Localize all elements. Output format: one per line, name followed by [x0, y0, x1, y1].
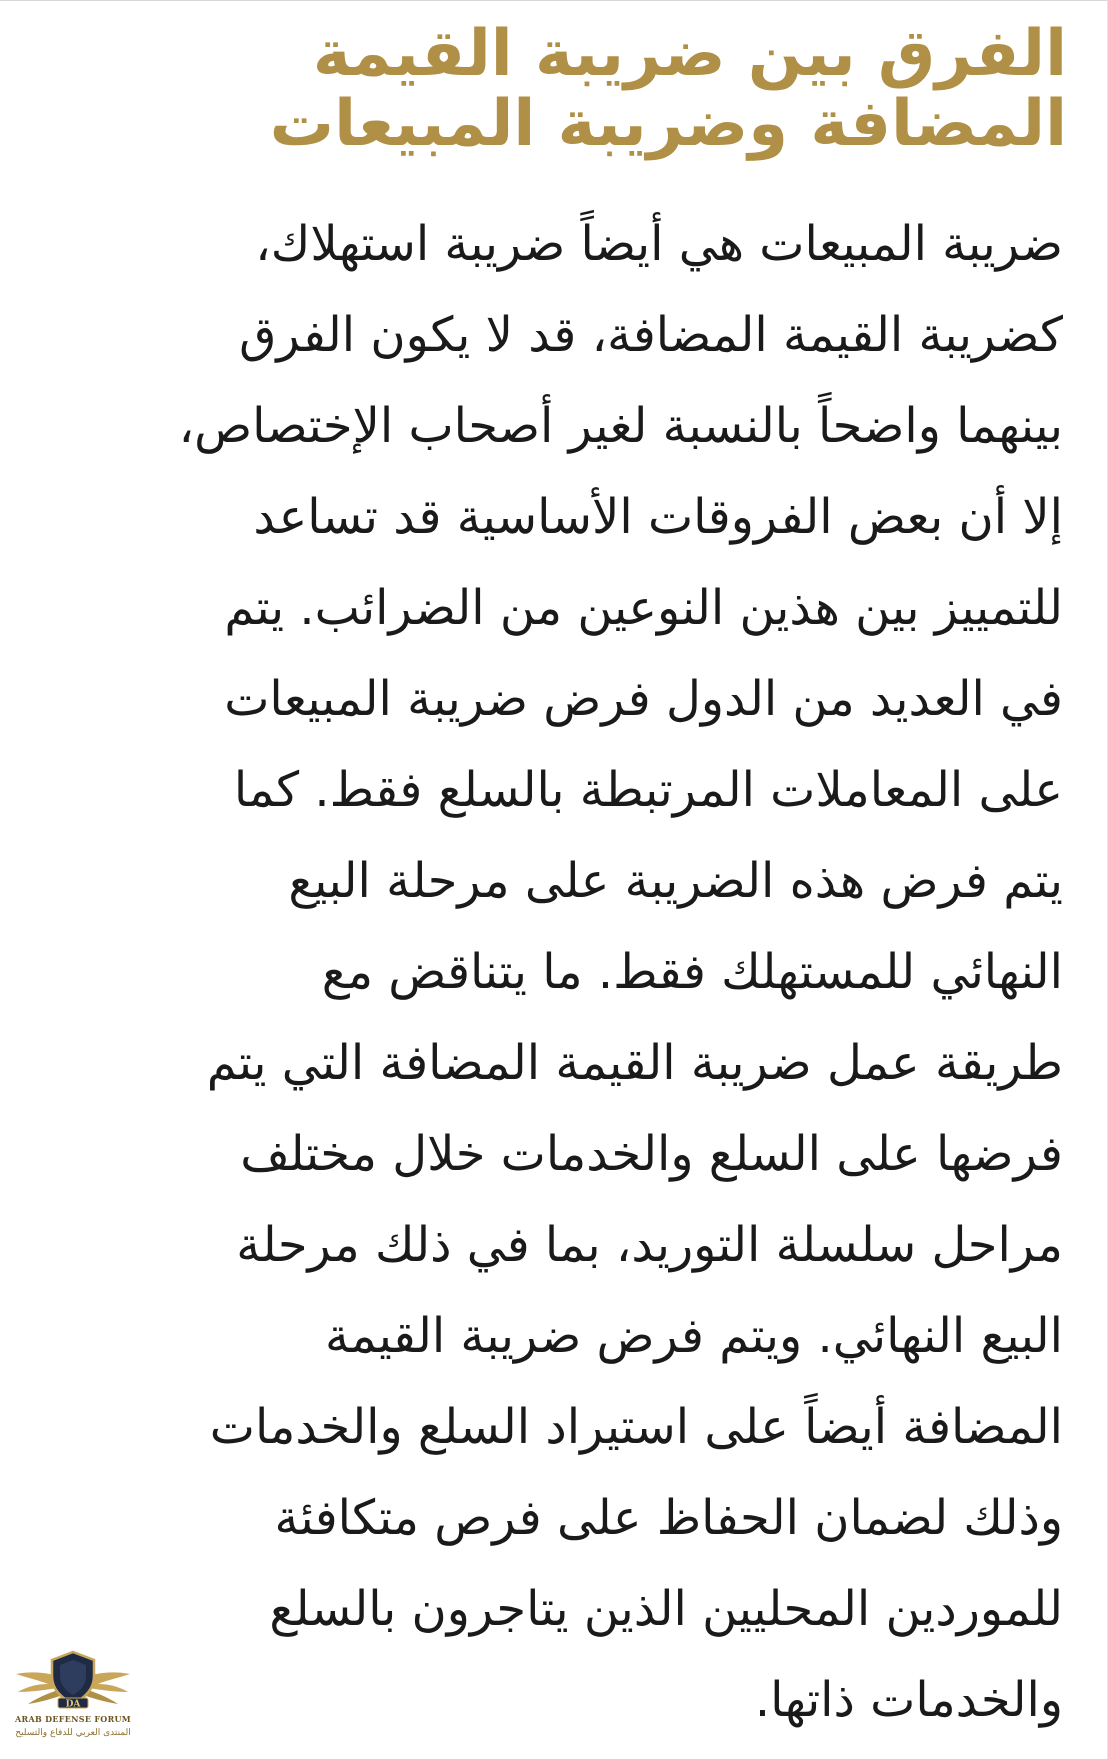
article-body-line: على المعاملات المرتبطة بالسلع فقط. كما	[233, 762, 1063, 818]
article-body-line: إلا أن بعض الفروقات الأساسية قد تساعد	[253, 489, 1063, 545]
article-body-line: بينهما واضحاً بالنسبة لغير أصحاب الإختصاص،	[178, 398, 1063, 454]
article-title-line: المضافة وضريبة المبيعات	[269, 87, 1067, 161]
article-body-line: فرضها على السلع والخدمات خلال مختلف	[240, 1126, 1063, 1182]
article-body-line: كضريبة القيمة المضافة، قد لا يكون الفرق	[239, 307, 1063, 363]
winged-shield-emblem-icon	[8, 1648, 138, 1718]
logo-name-en: ARAB DEFENSE FORUM	[15, 1714, 131, 1724]
article-body-line: للتمييز بين هذين النوعين من الضرائب. يتم	[224, 580, 1063, 636]
article-body-line: وذلك لضمان الحفاظ على فرص متكافئة	[274, 1490, 1063, 1546]
arab-defense-forum-logo	[8, 1648, 138, 1753]
article-body-line: في العديد من الدول فرض ضريبة المبيعات	[224, 671, 1063, 727]
article-body-line: والخدمات ذاتها.	[754, 1672, 1063, 1728]
article-body-line: للموردين المحليين الذين يتاجرون بالسلع	[269, 1581, 1063, 1637]
article-body-line: طريقة عمل ضريبة القيمة المضافة التي يتم	[206, 1035, 1063, 1091]
article-title-line: الفرق بين ضريبة القيمة	[312, 17, 1067, 91]
article-body-line: النهائي للمستهلك فقط. ما يتناقض مع	[321, 944, 1063, 1000]
article-body	[23, 199, 1063, 1746]
logo-name-ar: المنتدى العربي للدفاع والتسليح	[15, 1728, 131, 1738]
article-body-line: مراحل سلسلة التوريد، بما في ذلك مرحلة	[236, 1217, 1063, 1273]
article-body-line: المضافة أيضاً على استيراد السلع والخدمات	[209, 1399, 1063, 1455]
article-body-line: ضريبة المبيعات هي أيضاً ضريبة استهلاك،	[255, 216, 1063, 272]
article-body-line: البيع النهائي. ويتم فرض ضريبة القيمة	[324, 1308, 1063, 1364]
logo-monogram: DA	[65, 1699, 81, 1710]
article-body-line: يتم فرض هذه الضريبة على مرحلة البيع	[288, 853, 1063, 909]
article-title	[67, 19, 1067, 159]
